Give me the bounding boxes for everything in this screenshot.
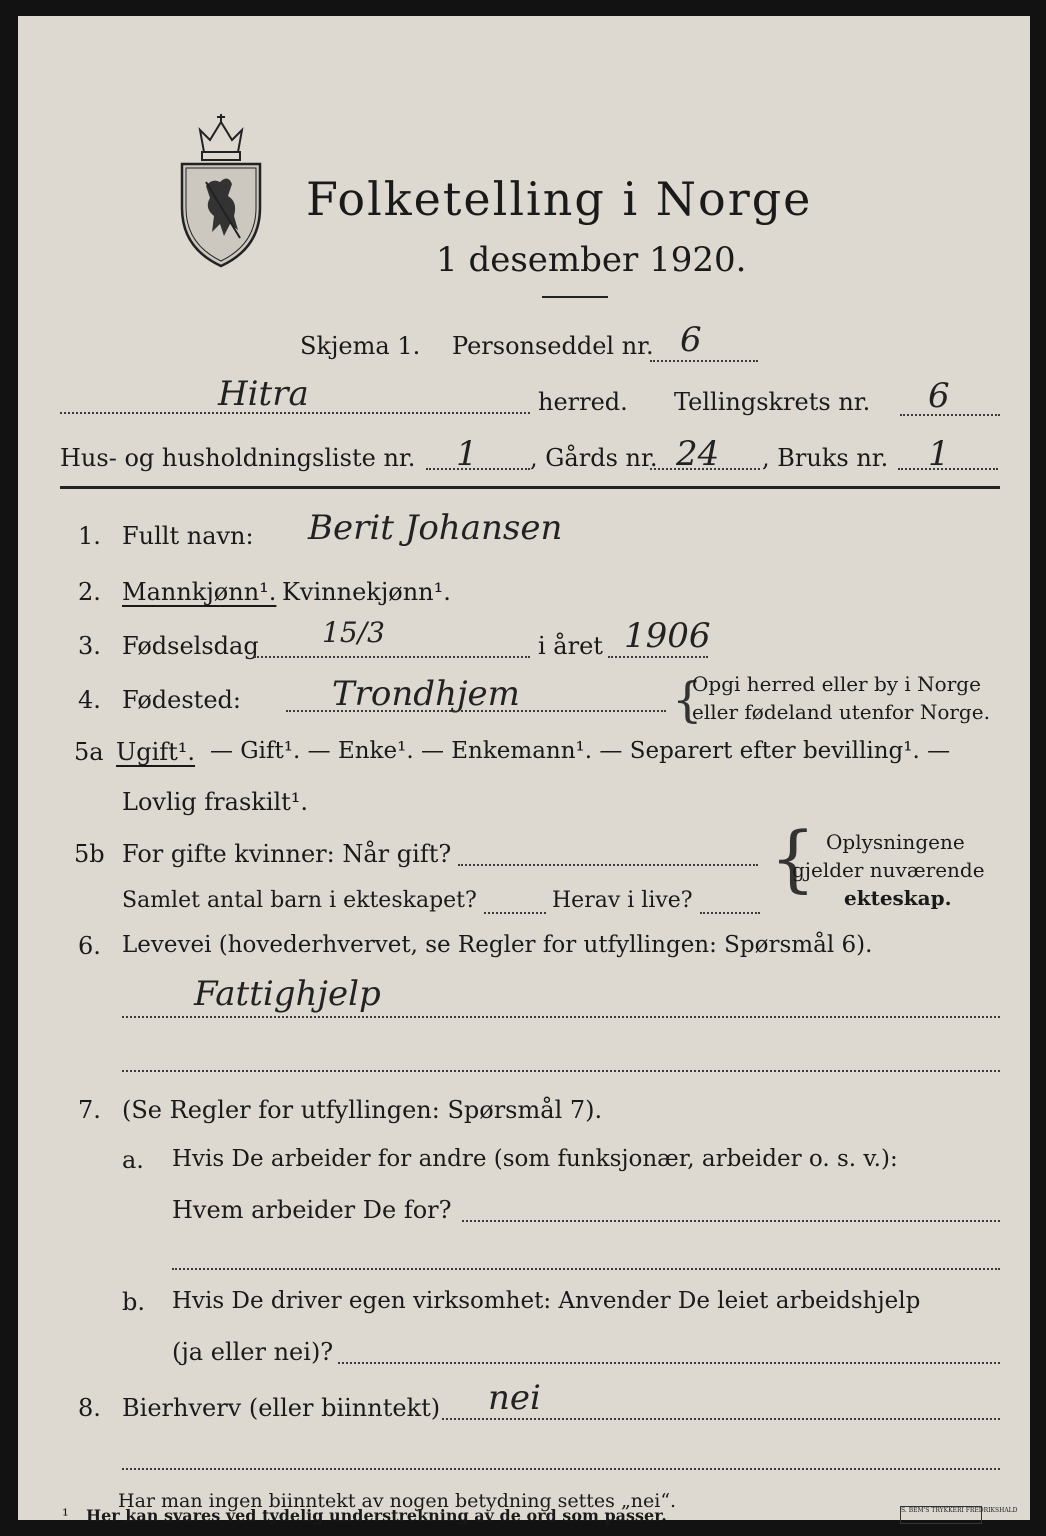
hired-help-line	[338, 1362, 1000, 1364]
q5b-number: 5b	[74, 840, 105, 868]
birth-year-label: i året	[538, 632, 603, 660]
herred-line	[60, 412, 530, 414]
employer-line-1	[462, 1220, 1000, 1222]
birthplace-line	[286, 710, 666, 712]
footnote-mark: ¹	[62, 1506, 69, 1526]
gender-male-option: Mannkjønn¹.	[122, 578, 277, 606]
q8-number: 8.	[78, 1394, 101, 1422]
marital-ugift-option: Ugift¹.	[116, 738, 196, 766]
q4-label: Fødested:	[122, 686, 241, 714]
side-income-line	[442, 1418, 1000, 1420]
q4-note-line1: Opgi herred eller by i Norge	[692, 672, 981, 696]
occupation-line-2	[122, 1070, 1000, 1072]
birthplace-value: Trondhjem	[332, 674, 520, 714]
census-form	[18, 16, 1030, 1520]
header-divider	[60, 486, 1000, 489]
q7a-line2: Hvem arbeider De for?	[172, 1196, 452, 1224]
q7a-line1: Hvis De arbeider for andre (som funksjonær, arbeider o. s. v.):	[172, 1146, 898, 1172]
gards-label: , Gårds nr.	[530, 444, 658, 472]
bruks-line	[898, 468, 998, 470]
alive-line	[700, 912, 760, 914]
alive-label: Herav i live?	[552, 888, 693, 913]
q2-number: 2.	[78, 578, 101, 606]
personseddel-line	[650, 360, 758, 362]
birth-year-line	[608, 656, 708, 658]
birth-year-value: 1906	[624, 616, 711, 656]
birth-day-value: 15/3	[322, 616, 385, 649]
birth-day-line	[254, 656, 530, 658]
occupation-value: Fattighjelp	[194, 974, 381, 1014]
personseddel-label: Personseddel nr.	[452, 332, 654, 360]
form-title: Folketelling i Norge	[306, 172, 813, 226]
herred-label: herred.	[538, 388, 628, 416]
husholdningsliste-value: 1	[456, 434, 478, 474]
husholdningsliste-line	[426, 468, 530, 470]
occupation-line-1	[122, 1016, 1000, 1018]
full-name-value: Berit Johansen	[308, 508, 563, 548]
q4-note-line2: eller fødeland utenfor Norge.	[692, 700, 990, 724]
side-income-line-2	[122, 1468, 1000, 1470]
printer-mark	[900, 1506, 1018, 1524]
printer-mark-text: S. BEM'S TRYKKERI FREDRIKSHALD	[901, 1507, 1018, 1514]
tellingskrets-line	[900, 414, 1000, 416]
q5b-note-line3: ekteskap.	[844, 886, 952, 910]
q4-number: 4.	[78, 686, 101, 714]
q7-number: 7.	[78, 1096, 101, 1124]
marriage-date-line	[458, 864, 758, 866]
q7b-line2: (ja eller nei)?	[172, 1338, 334, 1366]
employer-line-2	[172, 1268, 1000, 1270]
coat-of-arms-icon	[176, 112, 266, 268]
title-divider	[542, 296, 608, 298]
footnote-text: Her kan svares ved tydelig understrekning av de ord som passer.	[86, 1506, 667, 1525]
bruks-value: 1	[928, 434, 950, 474]
children-label: Samlet antal barn i ekteskapet?	[122, 888, 477, 913]
q3-number: 3.	[78, 632, 101, 660]
skjema-label: Skjema 1.	[300, 332, 421, 360]
q1-label: Fullt navn:	[122, 522, 254, 550]
q8-label: Bierhverv (eller biinntekt)	[122, 1394, 441, 1422]
q5b-note-brace: {	[770, 816, 816, 900]
q4-note-brace: {	[672, 672, 703, 728]
q6-label: Levevei (hovederhvervet, se Regler for utfyllingen: Spørsmål 6).	[122, 932, 873, 958]
q6-number: 6.	[78, 932, 101, 960]
gards-line	[650, 468, 760, 470]
q5b-label: For gifte kvinner: Når gift?	[122, 840, 452, 868]
q5b-note-line2: gjelder nuværende	[792, 858, 985, 882]
biinntekt-note: Har man ingen biinntekt av nogen betydning settes „nei“.	[118, 1490, 677, 1512]
side-income-value: nei	[488, 1378, 541, 1418]
herred-value: Hitra	[218, 374, 309, 414]
marital-fraskilt-option: Lovlig fraskilt¹.	[122, 788, 309, 816]
gards-value: 24	[676, 434, 720, 474]
q5b-note-line1: Oplysningene	[826, 830, 965, 854]
marital-other-options: — Gift¹. — Enke¹. — Enkemann¹. — Separert efter bevilling¹. —	[210, 738, 951, 764]
tellingskrets-value: 6	[928, 376, 950, 416]
q5a-number: 5a	[74, 738, 104, 766]
tellingskrets-label: Tellingskrets nr.	[674, 388, 871, 416]
form-date: 1 desember 1920.	[436, 240, 747, 280]
q3-label: Fødselsdag	[122, 632, 259, 660]
gender-female-option: Kvinnekjønn¹.	[282, 578, 451, 606]
children-line	[484, 912, 546, 914]
q7b-line1: Hvis De driver egen virksomhet: Anvender De leiet arbeidshjelp	[172, 1288, 921, 1314]
q7b-letter: b.	[122, 1288, 145, 1316]
q1-number: 1.	[78, 522, 101, 550]
bruks-label: , Bruks nr.	[762, 444, 889, 472]
personseddel-value: 6	[680, 320, 702, 360]
q7-label: (Se Regler for utfyllingen: Spørsmål 7).	[122, 1096, 603, 1124]
husholdningsliste-label: Hus- og husholdningsliste nr.	[60, 444, 416, 472]
q7a-letter: a.	[122, 1146, 144, 1174]
